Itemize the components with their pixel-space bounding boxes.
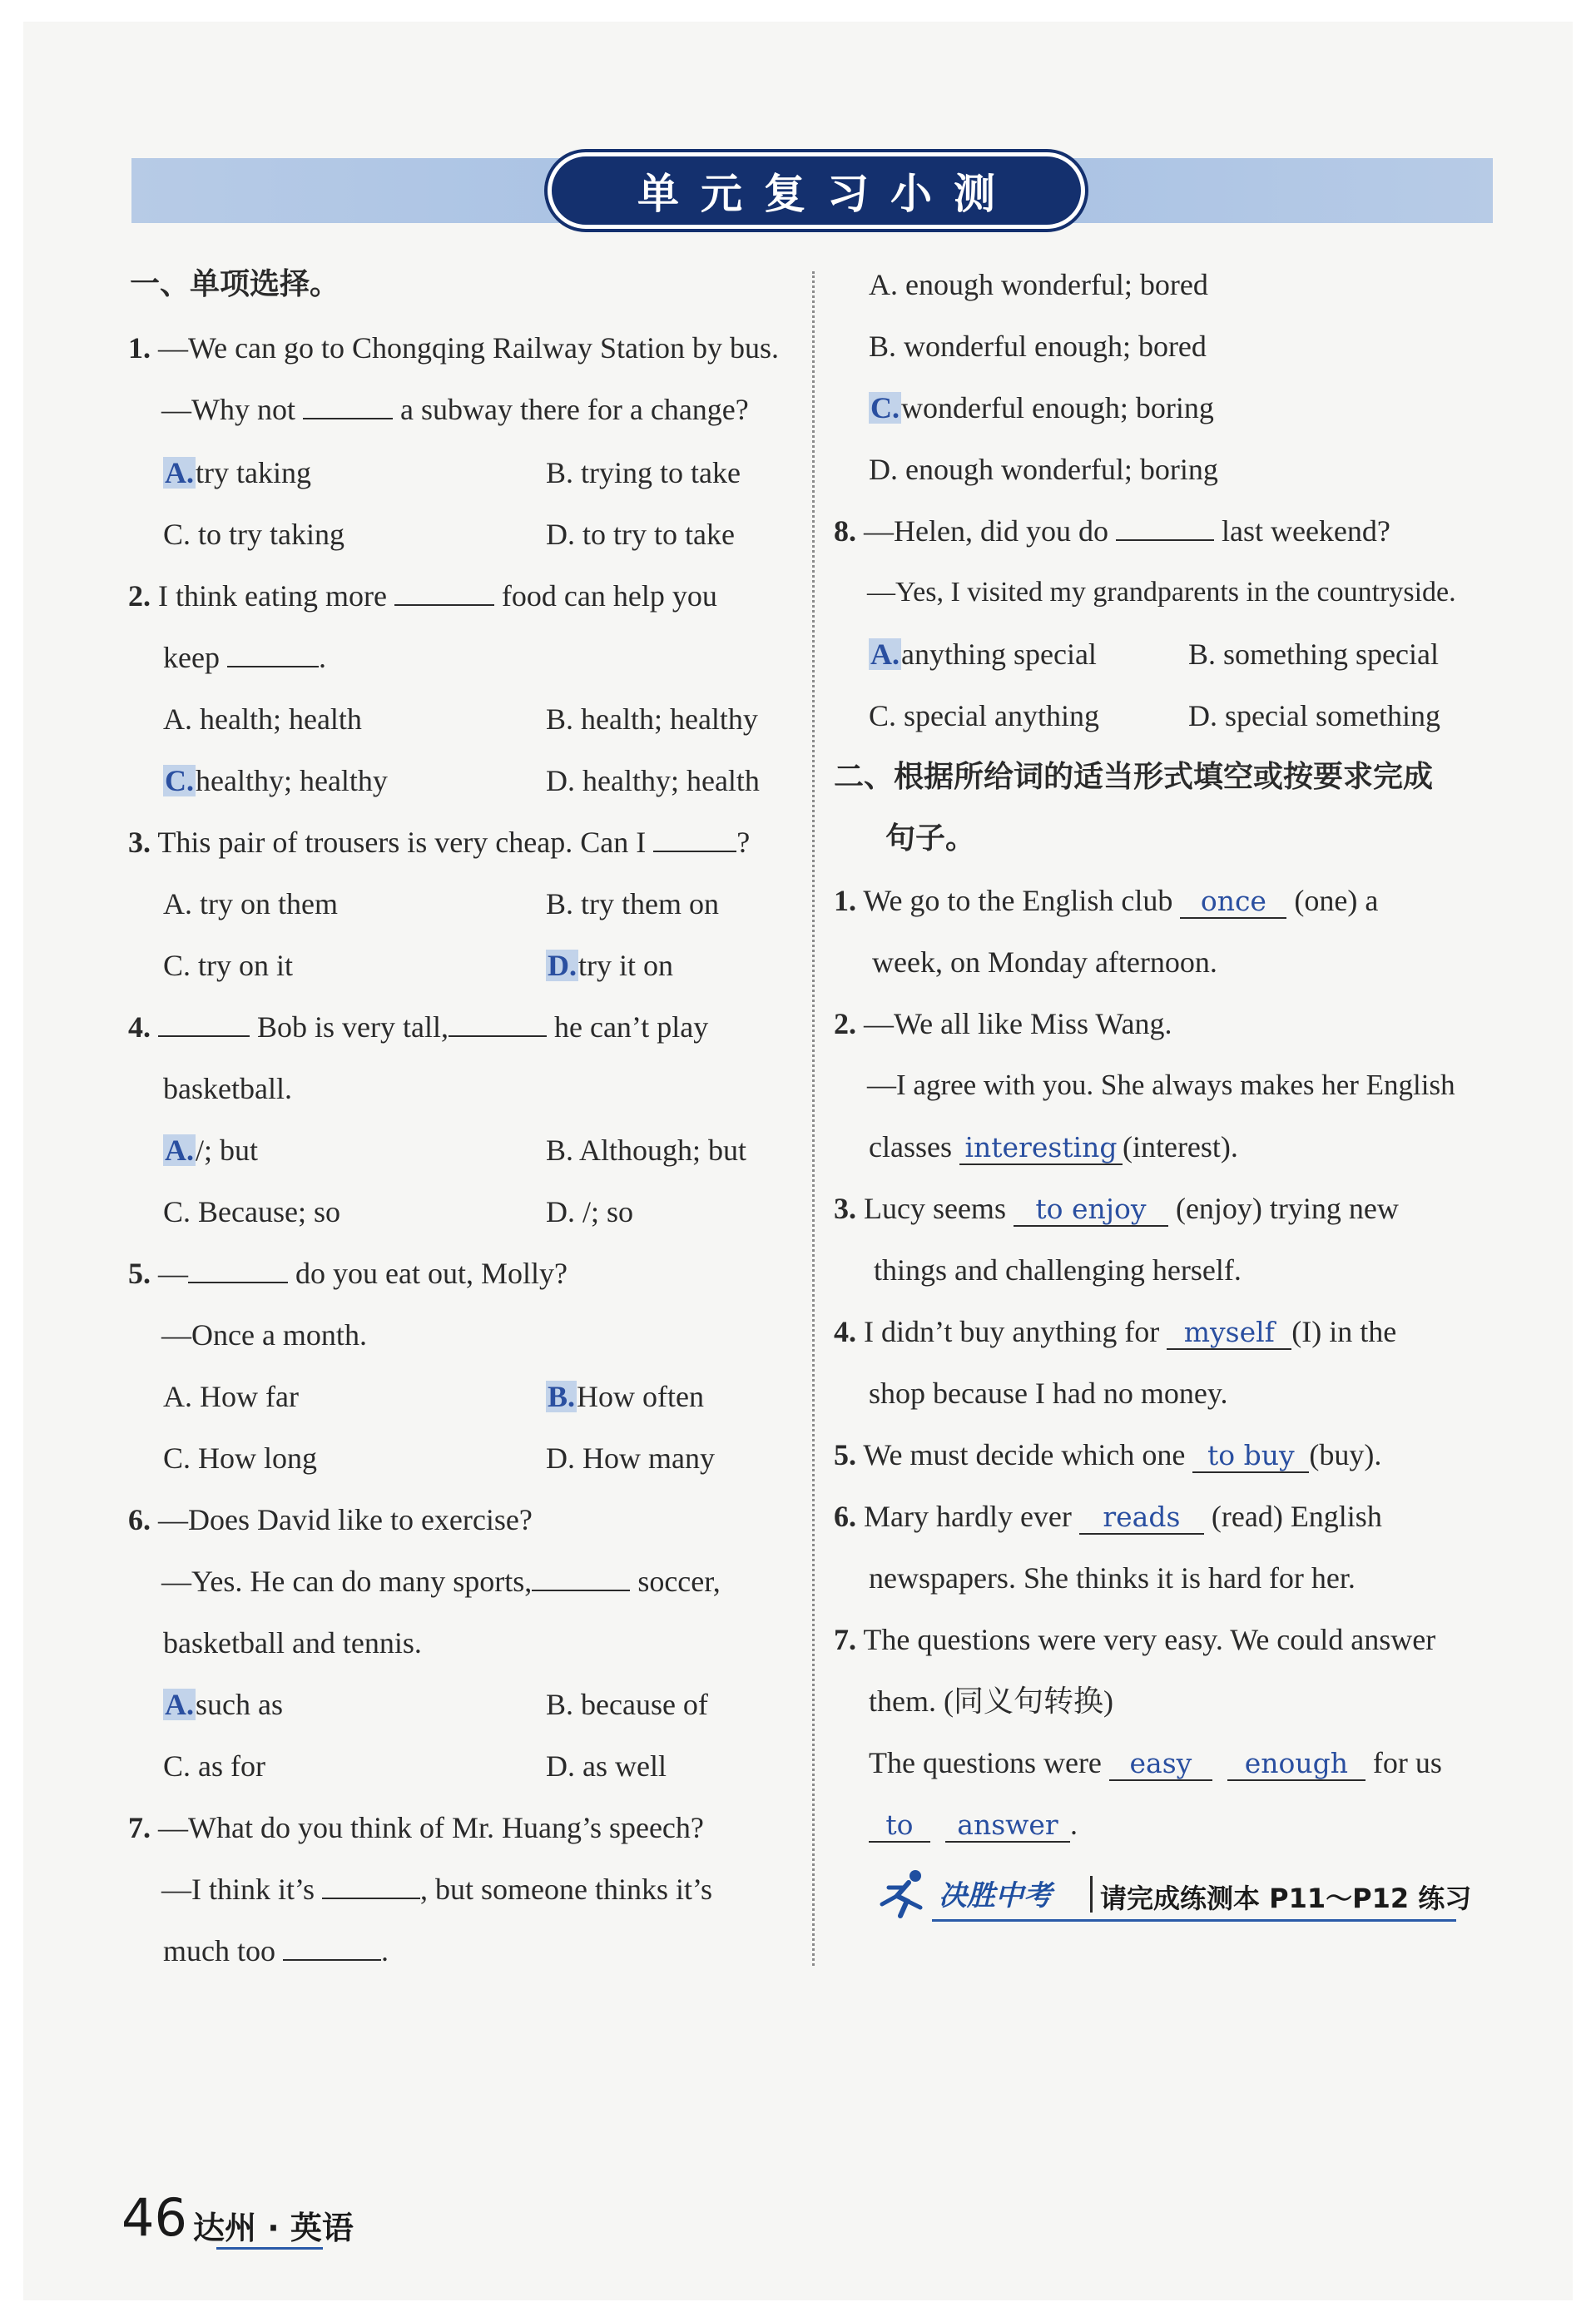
option-6a: A.such as bbox=[165, 1688, 283, 1721]
question-7-line2: —I think it’s , but someone thinks it’s bbox=[161, 1873, 713, 1906]
question-3: 3. This pair of trousers is very cheap. Can I ? bbox=[128, 826, 751, 859]
answer-blank[interactable] bbox=[188, 1255, 288, 1283]
answer-fill[interactable]: enough bbox=[1227, 1748, 1366, 1781]
answer-blank[interactable] bbox=[653, 824, 736, 852]
option-2a: A. health; health bbox=[163, 702, 362, 736]
page-label: 达州 · 英语 bbox=[193, 2210, 354, 2246]
answer-blank[interactable] bbox=[322, 1871, 420, 1899]
option-5d: D. How many bbox=[546, 1441, 715, 1475]
fill-question-7: 7. The questions were very easy. We could answer bbox=[834, 1623, 1436, 1656]
option-8a: A.anything special bbox=[870, 638, 1097, 671]
answer-blank[interactable] bbox=[283, 1933, 381, 1961]
option-4d: D. /; so bbox=[546, 1195, 634, 1228]
runner-icon bbox=[875, 1868, 934, 1921]
question-6-line2: —Yes. He can do many sports, soccer, bbox=[161, 1565, 721, 1598]
option-3a: A. try on them bbox=[163, 887, 338, 920]
option-1d: D. to try to take bbox=[546, 518, 735, 551]
fill-question-7-line2: them. (同义句转换) bbox=[869, 1684, 1113, 1718]
answer-fill[interactable]: to enjoy bbox=[1014, 1193, 1168, 1227]
answer-fill[interactable]: once bbox=[1180, 886, 1286, 919]
option-7a: A. enough wonderful; bored bbox=[869, 268, 1208, 301]
selected-mark: A. bbox=[165, 1688, 194, 1721]
selected-mark: D. bbox=[548, 949, 577, 982]
fill-question-2-line3: classes interesting (interest). bbox=[869, 1130, 1238, 1163]
option-3d: D.try it on bbox=[548, 949, 673, 982]
brand-logo-text: 决胜中考 bbox=[939, 1879, 1052, 1913]
option-7c: C.wonderful enough; boring bbox=[870, 391, 1214, 424]
selected-mark: A. bbox=[165, 456, 194, 489]
page-label-underline bbox=[216, 2247, 323, 2250]
question-2-line2: keep . bbox=[163, 641, 326, 674]
practice-instruction: 请完成练测本 P11～P12 练习 bbox=[1100, 1883, 1472, 1914]
fill-question-2-line2: —I agree with you. She always makes her English bbox=[867, 1069, 1455, 1101]
option-3b: B. try them on bbox=[546, 887, 719, 920]
column-divider bbox=[812, 271, 815, 1966]
option-5c: C. How long bbox=[163, 1441, 318, 1475]
answer-fill[interactable]: interesting bbox=[959, 1132, 1123, 1165]
option-4b: B. Although; but bbox=[546, 1134, 747, 1167]
brand-separator bbox=[1090, 1876, 1093, 1913]
fill-question-1: 1. We go to the English club once (one) a bbox=[834, 884, 1379, 917]
question-8-line2: —Yes, I visited my grandparents in the countryside. bbox=[867, 577, 1456, 608]
page-number: 46 bbox=[121, 2187, 187, 2248]
question-1: 1. —We can go to Chongqing Railway Station by bus. bbox=[128, 331, 780, 365]
answer-blank[interactable] bbox=[303, 391, 393, 419]
selected-mark: A. bbox=[165, 1134, 194, 1167]
fill-question-6-line2: newspapers. She thinks it is hard for her. bbox=[869, 1561, 1356, 1595]
selected-mark: C. bbox=[165, 764, 194, 797]
selected-mark: C. bbox=[870, 391, 900, 424]
selected-mark: A. bbox=[870, 638, 900, 671]
question-7: 7. —What do you think of Mr. Huang’s speech? bbox=[128, 1811, 704, 1844]
option-1b: B. trying to take bbox=[546, 456, 741, 489]
answer-blank[interactable] bbox=[1116, 513, 1214, 541]
option-8c: C. special anything bbox=[869, 699, 1099, 732]
answer-fill[interactable]: answer bbox=[945, 1809, 1070, 1843]
answer-fill[interactable]: to buy bbox=[1192, 1440, 1309, 1473]
brand-underline bbox=[932, 1919, 1456, 1922]
option-4a: A./; but bbox=[165, 1134, 259, 1167]
answer-blank[interactable] bbox=[394, 578, 494, 606]
answer-blank[interactable] bbox=[158, 1009, 250, 1037]
question-4: 4. Bob is very tall, he can’t play bbox=[128, 1010, 709, 1044]
fill-question-7-line3: The questions were easy enough for us bbox=[869, 1746, 1442, 1779]
fill-question-6: 6. Mary hardly ever reads (read) English bbox=[834, 1500, 1382, 1533]
option-7d: D. enough wonderful; boring bbox=[869, 453, 1218, 486]
option-2c: C.healthy; healthy bbox=[165, 764, 388, 797]
fill-question-3-line2: things and challenging herself. bbox=[874, 1253, 1242, 1287]
section2-heading: 二、根据所给词的适当形式填空或按要求完成 bbox=[834, 760, 1434, 794]
page-title: 单元复习小测 bbox=[637, 170, 1017, 218]
answer-blank[interactable] bbox=[227, 639, 319, 667]
fill-question-5: 5. We must decide which one to buy (buy). bbox=[834, 1438, 1382, 1471]
question-8: 8. —Helen, did you do last weekend? bbox=[834, 514, 1390, 548]
question-7-line3: much too . bbox=[163, 1934, 389, 1967]
fill-question-4: 4. I didn’t buy anything for myself (I) in the bbox=[834, 1315, 1397, 1348]
question-5-line2: —Once a month. bbox=[161, 1318, 367, 1352]
option-3c: C. try on it bbox=[163, 949, 294, 982]
question-4-line2: basketball. bbox=[163, 1072, 292, 1105]
option-5a: A. How far bbox=[163, 1380, 299, 1413]
option-1c: C. to try taking bbox=[163, 518, 344, 551]
option-6d: D. as well bbox=[546, 1749, 667, 1783]
option-6b: B. because of bbox=[546, 1688, 708, 1721]
question-6-line3: basketball and tennis. bbox=[163, 1626, 422, 1660]
option-2b: B. health; healthy bbox=[546, 702, 758, 736]
answer-fill[interactable]: easy bbox=[1109, 1748, 1212, 1781]
option-5b: B.How often bbox=[548, 1380, 704, 1413]
option-1a: A.try taking bbox=[165, 456, 311, 489]
fill-question-3: 3. Lucy seems to enjoy (enjoy) trying new bbox=[834, 1192, 1399, 1225]
fill-question-1-line2: week, on Monday afternoon. bbox=[872, 945, 1217, 979]
option-7b: B. wonderful enough; bored bbox=[869, 330, 1207, 363]
selected-mark: B. bbox=[548, 1380, 576, 1413]
answer-fill[interactable]: myself bbox=[1167, 1317, 1291, 1350]
option-2d: D. healthy; health bbox=[546, 764, 760, 797]
question-5: 5. — do you eat out, Molly? bbox=[128, 1257, 568, 1290]
section2-heading-line2: 句子。 bbox=[885, 821, 976, 856]
option-8d: D. special something bbox=[1188, 699, 1440, 732]
fill-question-2: 2. —We all like Miss Wang. bbox=[834, 1007, 1172, 1040]
fill-question-7-line4: to answer . bbox=[869, 1806, 1078, 1843]
question-1-line2: —Why not a subway there for a change? bbox=[161, 393, 749, 426]
question-6: 6. —Does David like to exercise? bbox=[128, 1503, 533, 1536]
option-4c: C. Because; so bbox=[163, 1195, 340, 1228]
answer-blank[interactable] bbox=[449, 1009, 547, 1037]
section1-heading: 一、单项选择。 bbox=[130, 267, 340, 301]
answer-fill[interactable]: to bbox=[869, 1809, 930, 1843]
answer-fill[interactable]: reads bbox=[1079, 1501, 1204, 1535]
option-8b: B. something special bbox=[1188, 638, 1439, 671]
fill-question-4-line2: shop because I had no money. bbox=[869, 1377, 1228, 1410]
question-2: 2. I think eating more food can help you bbox=[128, 579, 717, 613]
answer-blank[interactable] bbox=[532, 1563, 630, 1591]
header-title-pill bbox=[548, 152, 1085, 229]
option-6c: C. as for bbox=[163, 1749, 265, 1783]
